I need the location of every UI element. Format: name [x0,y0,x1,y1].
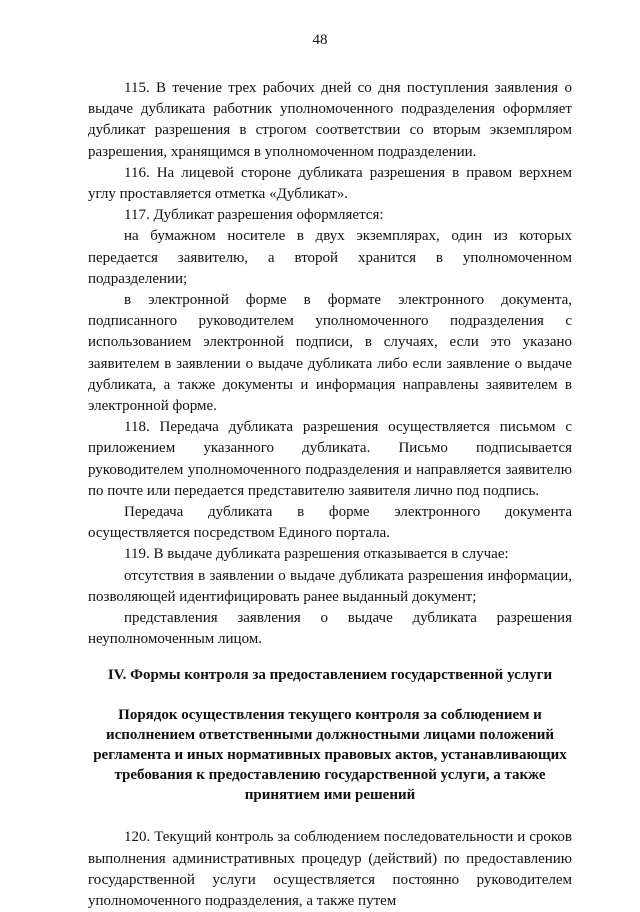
page-number: 48 [312,32,328,48]
paragraph-117-paper: на бумажном носителе в двух экземплярах, один из которых передается заявителю, а второй хранится в уполномоченном подразделении; [88,228,572,287]
paragraph-120: 120. Текущий контроль за соблюдением последовательности и сроков выполнения административных процедур (действий) по предоставлению государственной услуги осуществляется постоянно руководителем уполномоченного подразделения, а также путем [88,829,572,910]
paragraph-119-absence: отсутствия в заявлении о выдаче дубликата разрешения информации, позволяющей идентифицировать ранее выданный документ; [88,567,572,605]
paragraph-117: 117. Дубликат разрешения оформляется: [124,207,384,224]
subsection-heading: Порядок осуществления текущего контроля за соблюдением и исполнением ответственными должностными лицами положений регламента и иных нормативных правовых актов, устанавливающих требования к предоставлению государственной услуги, а также принятием ими решений [93,707,567,804]
paragraph-118: 118. Передача дубликата разрешения осуществляется письмом с приложением указанного дубликата. Письмо подписывается руководителем уполномоченного подразделения и направляется заявителю по почте или передается представителю заявителя лично под подпись. [88,419,572,499]
paragraph-119: 119. В выдаче дубликата разрешения отказывается в случае: [124,546,509,563]
paragraph-115: 115. В течение трех рабочих дней со дня поступления заявления о выдаче дубликата работник уполномоченного подразделения оформляет дубликат разрешения в строгом соответствии со вторым экземпляром разрешения, хранящимся в уполномоченном подразделении. [88,80,572,160]
paragraph-118-electronic: Передача дубликата в форме электронного документа осуществляется посредством Единого портала. [88,504,572,542]
document-body [88,78,572,912]
paragraph-119-unauthorized: представления заявления о выдаче дубликата разрешения неуполномоченным лицом. [88,610,572,648]
paragraph-117-electronic: в электронной форме в формате электронного документа, подписанного руководителем уполномоченного подразделения с использованием электронной подписи, в случаях, если это указано заявителем в заявлении о выдаче дубликата либо если заявление о выдаче дубликата, а также документы и информация направлены заявителем в электронной форме. [88,292,572,415]
section-heading: IV. Формы контроля за предоставлением государственной услуги [107,667,553,684]
paragraph-116: 116. На лицевой стороне дубликата разрешения в правом верхнем углу проставляется отметка «Дубликат». [88,164,572,203]
